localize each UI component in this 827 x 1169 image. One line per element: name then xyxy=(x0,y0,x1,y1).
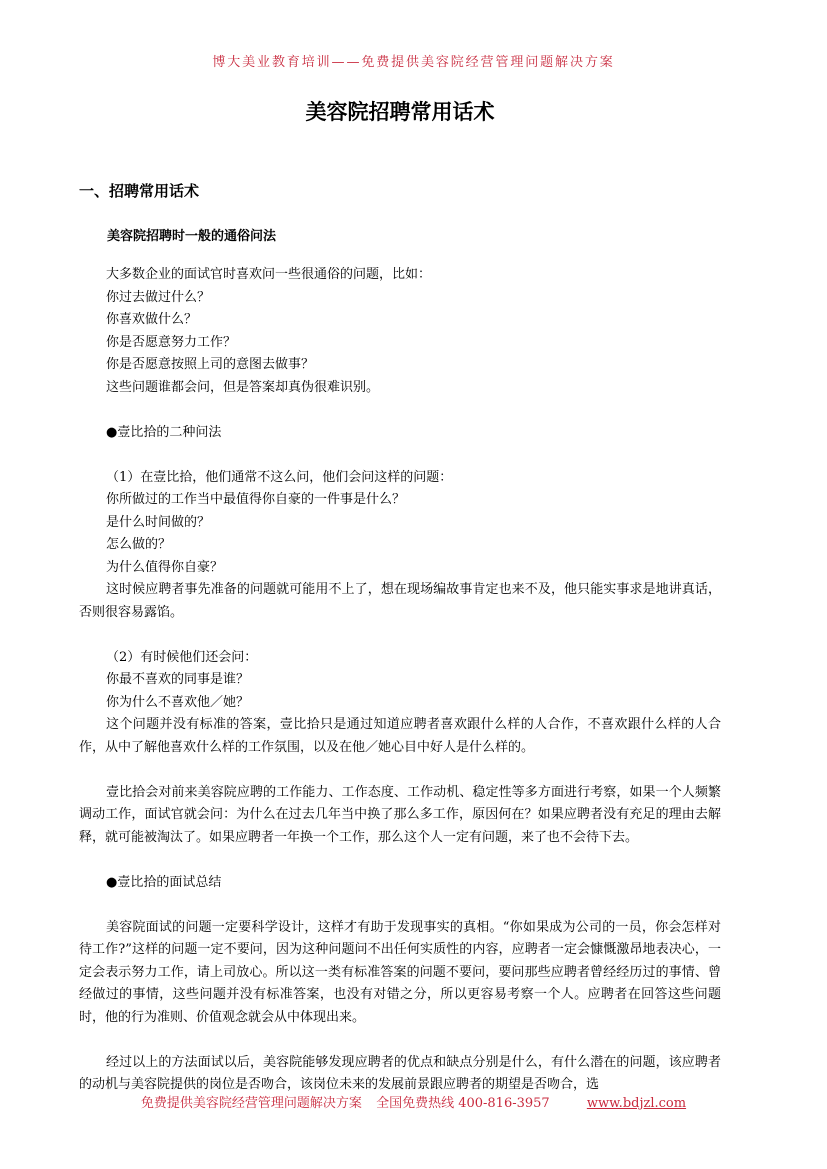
body-line: 你最不喜欢的同事是谁？ xyxy=(106,672,250,687)
body-line: 你所做过的工作当中最值得你自豪的一件事是什么？ xyxy=(106,492,406,507)
paragraph-gap xyxy=(79,624,721,647)
section-heading: 一、招聘常用话术 xyxy=(79,182,200,200)
paragraph-gap xyxy=(79,1029,721,1052)
body-line: （1）在壹比拾，他们通常不这么问，他们会问这样的问题： xyxy=(106,469,453,485)
body-line: 怎么做的？ xyxy=(106,537,172,552)
body-paragraph: 壹比拾会对前来美容院应聘的工作能力、工作态度、工作动机、稳定性等多方面进行考察，如果一个人频繁调动工作，面试官就会问：为什么在过去几年当中换了那么多工作，原因何在？如果应聘者没有充足的理由去解释，就可能被淘汰了。如果应聘者一年换一个工作，那么这个人一定有问题，来了也不会待下去。 xyxy=(79,784,721,845)
paragraph-gap xyxy=(79,444,721,467)
body-paragraph: 这时候应聘者事先准备的问题就可能用不上了，想在现场编故事肯定也来不及，他只能实事求是地讲真话，否则很容易露馅。 xyxy=(79,582,721,620)
body-line: 你是否愿意按照上司的意图去做事？ xyxy=(106,357,315,372)
body-paragraph: 美容院面试的问题一定要科学设计，这样才有助于发现事实的真相。“你如果成为公司的一员，你会怎样对待工作?”这样的问题一定不要问，因为这种问题问不出任何实质性的内容，应聘者一定会慷慨激昂地表决心，一定会表示努力工作，请上司放心。所以这一类有标准答案的问题不要问，要问那些应聘者曾经经历过的事情、曾经做过的事情，这些问题并没有标准答案，也没有对错之分，所以更容易考察一个人。应聘者在回答这些问题时，他的行为准则、价值观念就会从中体现出来。 xyxy=(79,919,721,1025)
paragraph-gap xyxy=(79,399,721,422)
paragraph-gap xyxy=(79,849,721,872)
body-line: （2）有时候他们还会问： xyxy=(106,649,258,665)
subheading: 美容院招聘时一般的通俗问法 xyxy=(107,229,277,244)
document-body xyxy=(79,264,721,1097)
footer xyxy=(0,1092,827,1111)
body-line: 你为什么不喜欢他／她？ xyxy=(106,694,250,710)
footer-hotline: 全国免费热线 400-816-3957 xyxy=(376,1096,550,1111)
document-title: 美容院招聘常用话术 xyxy=(305,100,495,124)
footer-slogan: 免费提供美容院经营管理问题解决方案 xyxy=(140,1096,362,1111)
body-line: 你是否愿意努力工作？ xyxy=(106,334,237,350)
body-line: 你喜欢做什么？ xyxy=(106,312,198,327)
body-line: 你过去做过什么？ xyxy=(106,289,211,305)
paragraph-gap xyxy=(79,894,721,917)
paragraph-gap xyxy=(79,759,721,782)
header-banner: 博大美业教育培训——免费提供美容院经营管理问题解决方案 xyxy=(212,55,615,70)
body-paragraph: 这个问题并没有标准的答案，壹比拾只是通过知道应聘者喜欢跟什么样的人合作，不喜欢跟什么样的人合作，从中了解他喜欢什么样的工作氛围，以及在他／她心目中好人是什么样的。 xyxy=(79,717,721,755)
body-line: 这些问题谁都会问，但是答案却真伪很难识别。 xyxy=(106,379,380,395)
body-paragraph: 经过以上的方法面试以后，美容院能够发现应聘者的优点和缺点分别是什么，有什么潜在的问题，该应聘者的动机与美容院提供的岗位是否吻合，该岗位未来的发展前景跟应聘者的期望是否吻合，选 xyxy=(79,1054,721,1092)
bullet-heading: ●壹比拾的面试总结 xyxy=(106,874,222,890)
body-line: 是什么时间做的？ xyxy=(106,514,211,530)
body-line: 大多数企业的面试官时喜欢问一些很通俗的问题，比如： xyxy=(106,267,432,282)
body-line: 为什么值得你自豪？ xyxy=(106,559,224,575)
footer-website-link[interactable]: www.bdjzl.com xyxy=(586,1096,687,1111)
bullet-heading: ●壹比拾的二种问法 xyxy=(106,424,222,440)
